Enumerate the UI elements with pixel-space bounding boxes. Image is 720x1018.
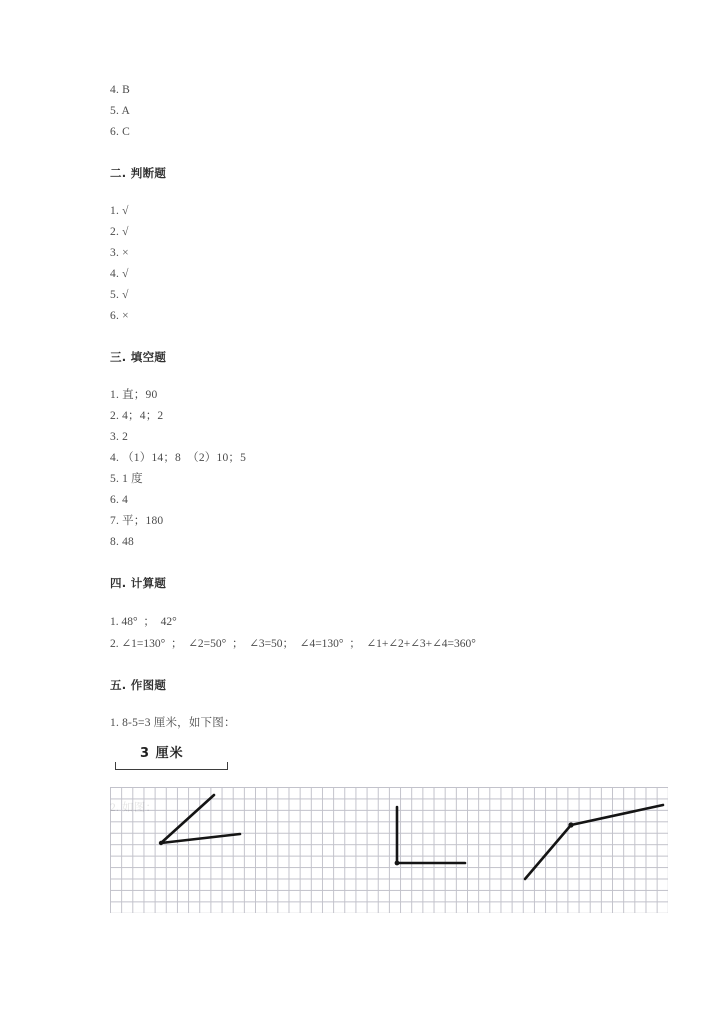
section-heading-four: 四. 计算题 xyxy=(110,576,167,590)
spacer xyxy=(110,553,670,575)
answer-line: 5. A xyxy=(110,105,130,117)
answer-line: 8. 48 xyxy=(110,536,134,548)
answer-line: 3. 2 xyxy=(110,431,129,443)
answer-line: 5. √ xyxy=(110,289,129,301)
answer-line: 3. × xyxy=(110,247,129,259)
right-angle-drawing xyxy=(395,807,465,865)
section-heading-two: 二. 判断题 xyxy=(110,166,167,180)
calc-answer-line: 1. 48° ； 42° xyxy=(110,616,177,628)
answer-line: 7. 平；180 xyxy=(110,515,164,527)
answer-line: 2. 4；4；2 xyxy=(110,410,164,422)
document-content xyxy=(110,80,670,819)
answer-line: 6. 4 xyxy=(110,494,129,506)
answer-line: 4. （1）14；8 （2）10；5 xyxy=(110,452,247,464)
answer-line: 1. √ xyxy=(110,205,129,217)
answer-line: 1. 直；90 xyxy=(110,389,158,401)
answer-block-section-four xyxy=(110,611,670,655)
acute-angle-drawing xyxy=(159,795,240,845)
spacer xyxy=(110,327,670,349)
section-heading-five: 五. 作图题 xyxy=(110,678,167,692)
answer-block-section-three xyxy=(110,385,670,553)
spacer xyxy=(110,693,670,713)
spacer xyxy=(110,365,670,385)
answer-line: 5. 1 度 xyxy=(110,473,143,485)
spacer xyxy=(110,591,670,611)
ruler-length-label: 3 厘米 xyxy=(140,746,184,761)
ruler-measure-figure xyxy=(110,742,370,788)
angle-drawings xyxy=(110,787,668,913)
spacer xyxy=(110,181,670,201)
answer-line: 4. B xyxy=(110,84,130,96)
angle-grid-figure xyxy=(110,787,668,913)
ruler-tick-left xyxy=(115,762,116,770)
obtuse-angle-drawing xyxy=(525,805,663,879)
section-heading-three: 三. 填空题 xyxy=(110,350,167,364)
answer-line: 6. C xyxy=(110,126,130,138)
answer-line: 2. √ xyxy=(110,226,129,238)
calc-answer-line: 2. ∠1=130° ； ∠2=50° ； ∠3=50； ∠4=130° ； ∠1+∠2+∠3+∠4=360° xyxy=(110,638,476,650)
spacer xyxy=(110,143,670,165)
answer-line: 6. × xyxy=(110,310,129,322)
answer-block-section-two xyxy=(110,201,670,327)
answer-line: 1. 8-5=3 厘米，如下图： xyxy=(110,717,236,729)
answer-line: 4. √ xyxy=(110,268,129,280)
spacer xyxy=(110,655,670,677)
ruler-bar xyxy=(115,769,228,770)
answer-block-section-one xyxy=(110,80,670,143)
ruler-tick-right xyxy=(227,762,228,770)
